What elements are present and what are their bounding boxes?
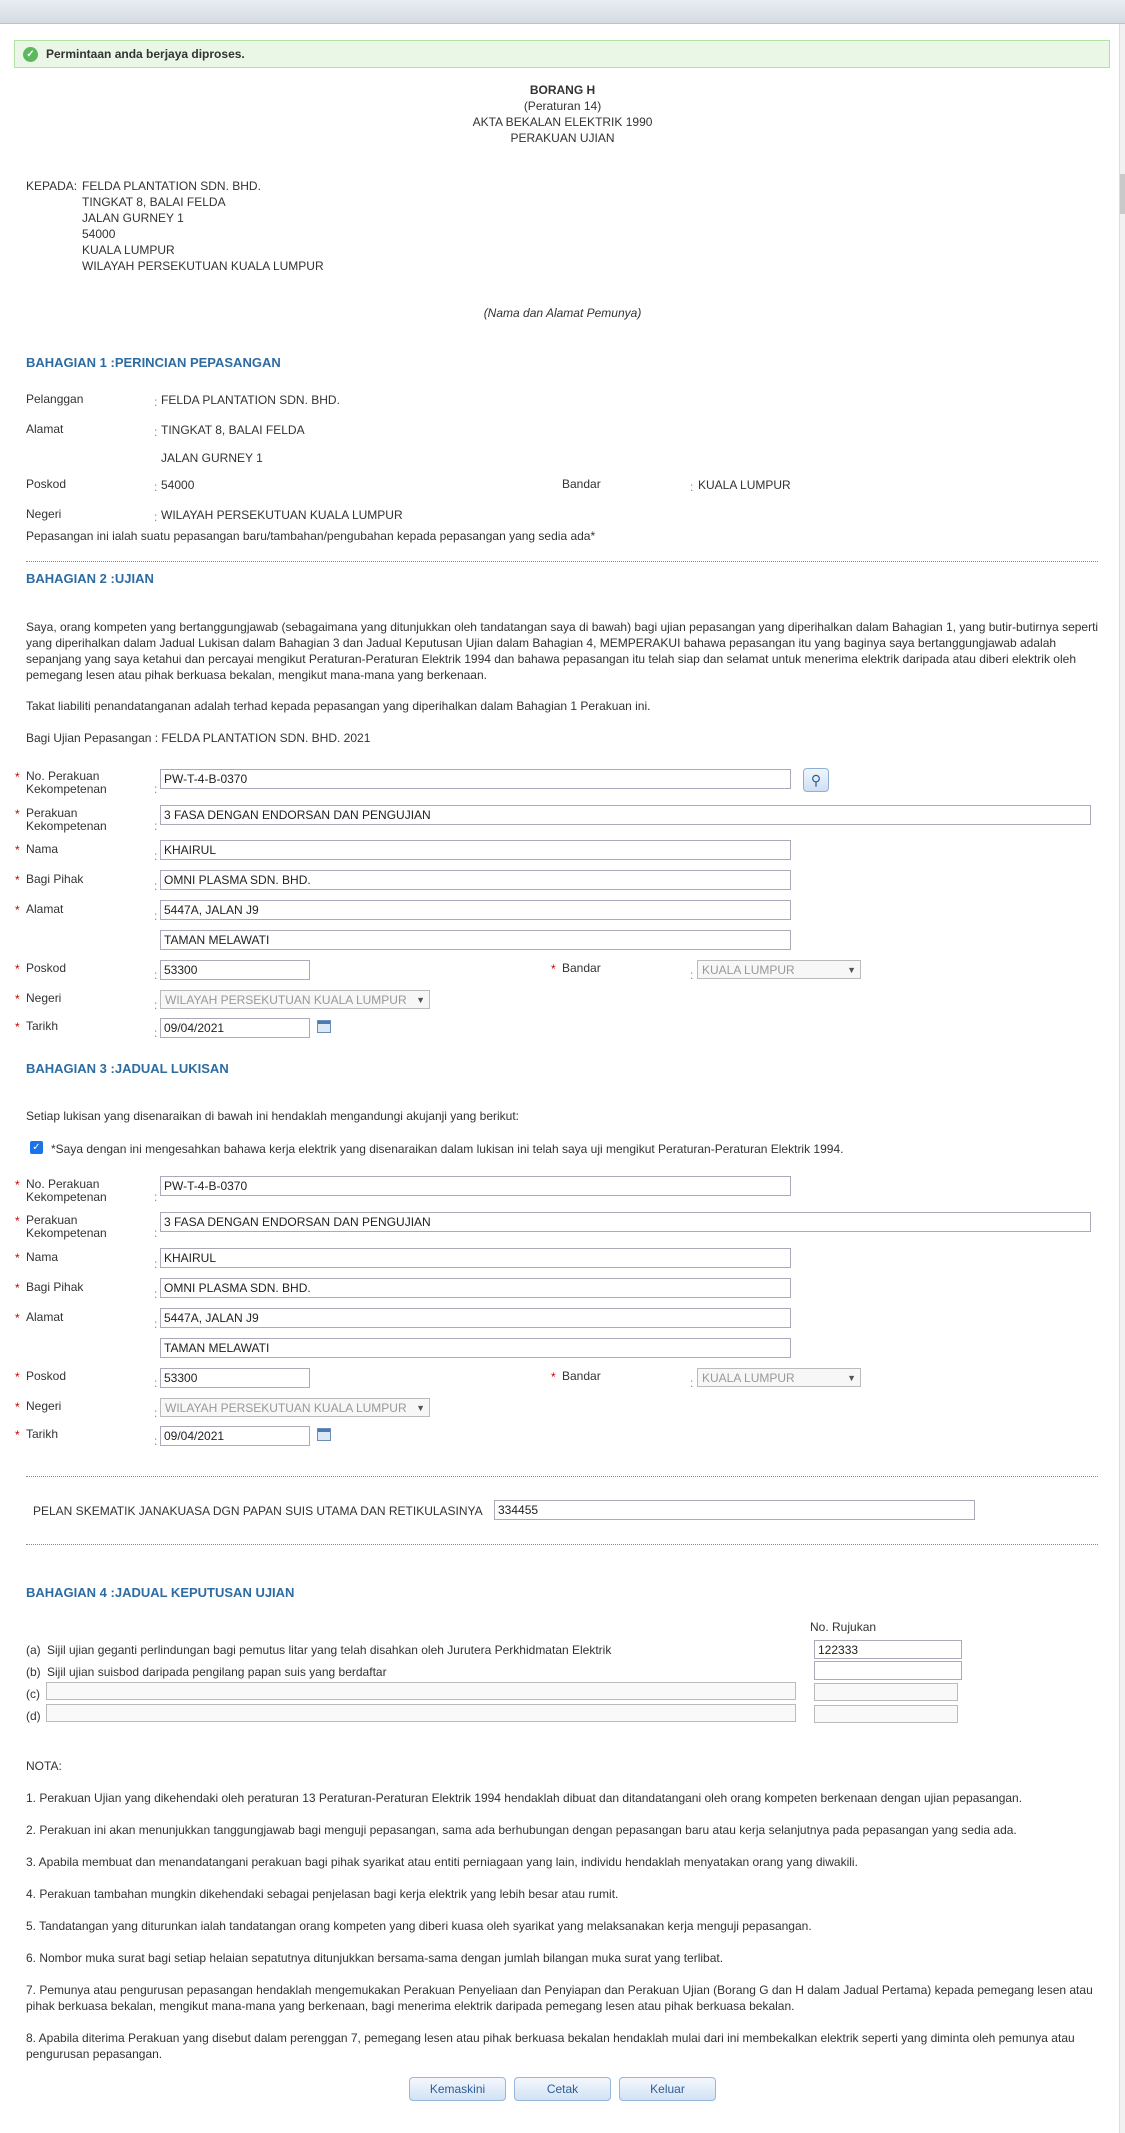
search-button[interactable] — [803, 768, 829, 792]
required-mark: * — [15, 992, 20, 1006]
label-line: Kekompetenan — [26, 819, 107, 833]
alamat-line-1: TINGKAT 8, BALAI FELDA — [161, 423, 305, 437]
no-perakuan-label — [26, 1178, 107, 1204]
success-text: Permintaan anda berjaya diproses. — [46, 47, 245, 61]
poskod-label: Poskod — [26, 961, 67, 975]
nota-item: 7. Pemunya atau pengurusan pepasangan hendaklah mengemukakan Perakuan Penyeliaan dan Penyiapan dan Perakuan Ujian (Borang G dan H dalam Jadual Pertama) kepada pemegang lesen atau pihak berkuasa bekalan, mengikut mana-mana yang berkenaan, bagi menerima elektrik daripada pemegang lesen atau pihak berkuasa bekalan. — [26, 1983, 1093, 2013]
poskod-label: Poskod — [26, 1369, 67, 1383]
form-title: BORANG H — [529, 83, 596, 97]
tarikh-input-2[interactable] — [160, 1426, 310, 1446]
negeri-value: WILAYAH PERSEKUTUAN KUALA LUMPUR — [161, 508, 403, 522]
colon: : — [154, 1317, 158, 1331]
colon: : — [154, 1287, 158, 1301]
cetak-button[interactable]: Cetak — [514, 2077, 611, 2101]
tarikh-label: Tarikh — [26, 1427, 59, 1441]
required-mark: * — [15, 1251, 20, 1265]
pelanggan-value: FELDA PLANTATION SDN. BHD. — [161, 393, 340, 407]
nama-label: Nama — [26, 842, 59, 856]
alamat-label: Alamat — [26, 422, 64, 436]
required-mark: * — [15, 1214, 20, 1228]
required-mark: * — [551, 962, 556, 976]
label-line: Perakuan — [26, 806, 78, 820]
section-1-title: BAHAGIAN 1 :PERINCIAN PEPASANGAN — [26, 355, 281, 370]
rujukan-c-textarea[interactable] — [814, 1683, 958, 1701]
colon: : — [154, 395, 158, 409]
item-c-label: (c) — [26, 1687, 40, 1701]
address-line: TINGKAT 8, BALAI FELDA — [82, 195, 226, 209]
colon: : — [154, 998, 158, 1012]
liability-text: Takat liabiliti penandatanganan adalah terhad kepada pepasangan yang diperihalkan dalam Bahagian 1 Perakuan ini. — [26, 699, 651, 713]
required-mark: * — [15, 1428, 20, 1442]
required-mark: * — [15, 873, 20, 887]
alamat-input-4[interactable] — [160, 1338, 791, 1358]
label-line: No. Perakuan — [26, 1177, 100, 1191]
address-line: 54000 — [82, 227, 116, 241]
pepasangan-note: Pepasangan ini ialah suatu pepasangan baru/tambahan/pengubahan kepada pepasangan yang sedia ada* — [26, 529, 596, 543]
colon: : — [154, 879, 158, 893]
label-line: Kekompetenan — [26, 1226, 107, 1240]
negeri-label: Negeri — [26, 1399, 62, 1413]
colon: : — [154, 782, 158, 796]
form-header — [0, 82, 1125, 146]
pelan-input[interactable] — [494, 1500, 975, 1520]
poskod-input[interactable] — [160, 960, 310, 980]
item-d-textarea[interactable] — [46, 1704, 796, 1722]
negeri-selected: WILAYAH PERSEKUTUAN KUALA LUMPUR — [165, 992, 407, 1007]
item-b-text: Sijil ujian suisbod daripada pengilang papan suis yang berdaftar — [47, 1665, 387, 1679]
rujukan-b-input[interactable] — [814, 1661, 962, 1680]
item-d-label: (d) — [26, 1709, 41, 1723]
address-line: KUALA LUMPUR — [82, 243, 175, 257]
nota-item: 5. Tandatangan yang diturunkan ialah tandatangan orang kompeten yang diberi kuasa oleh syarikat yang melaksanakan kerja menguji pepasangan. — [26, 1919, 812, 1933]
required-mark: * — [15, 770, 20, 784]
colon: : — [154, 510, 158, 524]
bagi-pihak-label: Bagi Pihak — [26, 872, 84, 886]
alamat-input-1[interactable] — [160, 900, 791, 920]
colon: : — [154, 849, 158, 863]
required-mark: * — [15, 1020, 20, 1034]
colon: : — [154, 1434, 158, 1448]
nota-item: 1. Perakuan Ujian yang dikehendaki oleh peraturan 13 Peraturan-Peraturan Elektrik 1994 hendaklah dibuat dan ditandatangani oleh orang kompeten berkenaan dengan ujian pepasangan. — [26, 1791, 1023, 1805]
section-4-title: BAHAGIAN 4 :JADUAL KEPUTUSAN UJIAN — [26, 1585, 295, 1600]
bandar-value: KUALA LUMPUR — [698, 478, 791, 492]
search-icon: ⚲ — [810, 771, 822, 788]
section-2-paragraph: Saya, orang kompeten yang bertanggungjawab (sebagaimana yang ditunjukkan oleh tandatangan saya di bawah) bagi ujian pepasangan yang diperihalkan dalam Bahagian 1, yang butir-butirnya seperti yang diperihalkan dalam Jadual Lukisan dalam Bahagian 3 dan Jadual Keputusan Ujian dalam Bahagian 4, MEMPERAKUI bahawa pepasangan itu yang baginya saya bertanggungjawab adalah sepanjang yang saya ketahui dan percayai mengikut Peraturan-Peraturan Elektrik 1994 dan bahawa pepasangan itu telah siap dan selamat untuk menerima elektrik daripada atau diberi elektrik oleh pemegang lesen atau pihak berkuasa bekalan, mengikut mana-mana yang berkenaan. — [26, 620, 1099, 682]
scrollbar-thumb[interactable] — [1120, 174, 1125, 214]
item-c-textarea[interactable] — [46, 1682, 796, 1700]
bagi-ujian-text: Bagi Ujian Pepasangan : FELDA PLANTATION SDN. BHD. 2021 — [26, 731, 371, 745]
nota-title: NOTA: — [26, 1759, 62, 1773]
negeri-select-2[interactable] — [160, 1398, 430, 1417]
colon: : — [154, 1406, 158, 1420]
colon: : — [690, 968, 694, 982]
label-line: Kekompetenan — [26, 782, 107, 796]
poskod-input-2[interactable] — [160, 1368, 310, 1388]
bagi-pihak-input[interactable] — [160, 870, 791, 890]
colon: : — [154, 480, 158, 494]
alamat-input-2[interactable] — [160, 930, 791, 950]
address-line: FELDA PLANTATION SDN. BHD. — [82, 179, 261, 193]
no-perakuan-input-2[interactable] — [160, 1176, 791, 1196]
bandar-select-2[interactable] — [697, 1368, 861, 1387]
kemaskini-button[interactable]: Kemaskini — [409, 2077, 506, 2101]
chevron-down-icon: ▼ — [847, 1372, 856, 1383]
label-line: No. Perakuan — [26, 769, 100, 783]
colon: : — [154, 1190, 158, 1204]
item-b-label: (b) — [26, 1665, 41, 1679]
perakuan-label — [26, 807, 107, 833]
section-3-title: BAHAGIAN 3 :JADUAL LUKISAN — [26, 1061, 229, 1076]
nama-input-2[interactable] — [160, 1248, 791, 1268]
divider — [26, 561, 1098, 562]
colon: : — [690, 480, 694, 494]
chevron-down-icon: ▼ — [847, 964, 856, 975]
tarikh-label: Tarikh — [26, 1019, 59, 1033]
akujanji-checkbox[interactable]: ✓ — [30, 1141, 43, 1154]
required-mark: * — [15, 903, 20, 917]
form-cert: PERAKUAN UJIAN — [510, 131, 615, 145]
bagi-pihak-label: Bagi Pihak — [26, 1280, 84, 1294]
success-message — [14, 40, 1110, 68]
section-2-title: BAHAGIAN 2 :UJIAN — [26, 571, 154, 586]
kepada-label: KEPADA: — [26, 179, 78, 193]
negeri-select[interactable] — [160, 990, 430, 1009]
divider — [26, 1544, 1098, 1545]
required-mark: * — [15, 1178, 20, 1192]
colon: : — [154, 1226, 158, 1240]
calendar-icon[interactable] — [317, 1428, 331, 1441]
required-mark: * — [15, 843, 20, 857]
form-subtitle: (Peraturan 14) — [523, 99, 602, 113]
bandar-selected: KUALA LUMPUR — [702, 1370, 795, 1385]
alamat-label: Alamat — [26, 1310, 64, 1324]
perakuan-input-2[interactable] — [160, 1212, 1091, 1232]
colon: : — [154, 1257, 158, 1271]
nota-item: 8. Apabila diterima Perakuan yang disebut dalam perenggan 7, pemegang lesen atau pihak berkuasa bekalan hendaklah mulai dari ini membekalkan elektrik seperti yang diminta oleh pemunya atau pengurusan pepasangan. — [26, 2031, 1075, 2061]
bandar-label: Bandar — [562, 1369, 601, 1383]
divider — [26, 1476, 1098, 1477]
required-mark: * — [15, 1281, 20, 1295]
required-mark: * — [15, 1311, 20, 1325]
negeri-selected: WILAYAH PERSEKUTUAN KUALA LUMPUR — [165, 1400, 407, 1415]
nama-label: Nama — [26, 1250, 59, 1264]
required-mark: * — [15, 962, 20, 976]
bagi-pihak-input-2[interactable] — [160, 1278, 791, 1298]
kepada-address — [82, 178, 324, 274]
poskod-label: Poskod — [26, 477, 67, 491]
address-line: WILAYAH PERSEKUTUAN KUALA LUMPUR — [82, 259, 324, 273]
check-circle-icon: ✓ — [23, 47, 38, 62]
section-3-intro: Setiap lukisan yang disenaraikan di bawah ini hendaklah mengandungi akujanji yang berikut: — [26, 1109, 520, 1123]
akujanji-label: *Saya dengan ini mengesahkan bahawa kerja elektrik yang disenaraikan dalam lukisan ini telah saya uji mengikut Peraturan-Peraturan Elektrik 1994. — [51, 1142, 844, 1156]
nota-item: 2. Perakuan ini akan menunjukkan tanggungjawab bagi menguji pepasangan, sama ada berhubungan dengan pepasangan baru atau kerja selanjutnya pada pepasangan yang sedia ada. — [26, 1823, 1017, 1837]
form-act: AKTA BEKALAN ELEKTRIK 1990 — [472, 115, 653, 129]
negeri-label: Negeri — [26, 507, 62, 521]
alamat-input-3[interactable] — [160, 1308, 791, 1328]
vertical-scrollbar[interactable] — [1119, 24, 1125, 2133]
chevron-down-icon: ▼ — [416, 994, 425, 1005]
rujukan-a-input[interactable] — [814, 1640, 962, 1659]
perakuan-label — [26, 1214, 107, 1240]
alamat-line-2: JALAN GURNEY 1 — [161, 451, 263, 465]
required-mark: * — [15, 1370, 20, 1384]
colon: : — [154, 1376, 158, 1390]
bandar-selected: KUALA LUMPUR — [702, 962, 795, 977]
nota-item: 6. Nombor muka surat bagi setiap helaian sepatutnya ditunjukkan bersama-sama dengan jumlah bilangan muka surat yang terlibat. — [26, 1951, 724, 1965]
negeri-label: Negeri — [26, 991, 62, 1005]
item-a-label: (a) — [26, 1643, 41, 1657]
nama-input[interactable] — [160, 840, 791, 860]
required-mark: * — [15, 1400, 20, 1414]
colon: : — [154, 425, 158, 439]
colon: : — [154, 1026, 158, 1040]
required-mark: * — [551, 1370, 556, 1384]
calendar-icon[interactable] — [317, 1020, 331, 1033]
nota-item: 3. Apabila membuat dan menandatangani perakuan bagi pihak syarikat atau entiti perniagaan yang lain, individu hendaklah menyatakan orang yang diwakili. — [26, 1855, 858, 1869]
perakuan-input[interactable] — [160, 805, 1091, 825]
label-line: Kekompetenan — [26, 1190, 107, 1204]
bandar-label: Bandar — [562, 477, 601, 491]
pelan-label: PELAN SKEMATIK JANAKUASA DGN PAPAN SUIS UTAMA DAN RETIKULASINYA — [33, 1504, 483, 1518]
item-a-text: Sijil ujian geganti perlindungan bagi pemutus litar yang telah disahkan oleh Jurutera Perkhidmatan Elektrik — [47, 1643, 612, 1657]
no-perakuan-label — [26, 770, 107, 796]
browser-top-bar — [0, 0, 1125, 24]
tarikh-input[interactable] — [160, 1018, 310, 1038]
pelanggan-label: Pelanggan — [26, 392, 84, 406]
bandar-label: Bandar — [562, 961, 601, 975]
rujukan-d-textarea[interactable] — [814, 1705, 958, 1723]
poskod-value: 54000 — [161, 478, 195, 492]
bandar-select[interactable] — [697, 960, 861, 979]
keluar-button[interactable]: Keluar — [619, 2077, 716, 2101]
no-perakuan-input[interactable] — [160, 769, 791, 789]
alamat-label: Alamat — [26, 902, 64, 916]
address-caption: (Nama dan Alamat Pemunya) — [483, 306, 642, 320]
label-line: Perakuan — [26, 1213, 78, 1227]
address-line: JALAN GURNEY 1 — [82, 211, 184, 225]
colon: : — [690, 1376, 694, 1390]
colon: : — [154, 968, 158, 982]
chevron-down-icon: ▼ — [416, 1402, 425, 1413]
colon: : — [154, 909, 158, 923]
required-mark: * — [15, 807, 20, 821]
nota-item: 4. Perakuan tambahan mungkin dikehendaki sebagai penjelasan bagi kerja elektrik yang lebih besar atau rumit. — [26, 1887, 619, 1901]
colon: : — [154, 819, 158, 833]
rujukan-header: No. Rujukan — [810, 1620, 877, 1634]
